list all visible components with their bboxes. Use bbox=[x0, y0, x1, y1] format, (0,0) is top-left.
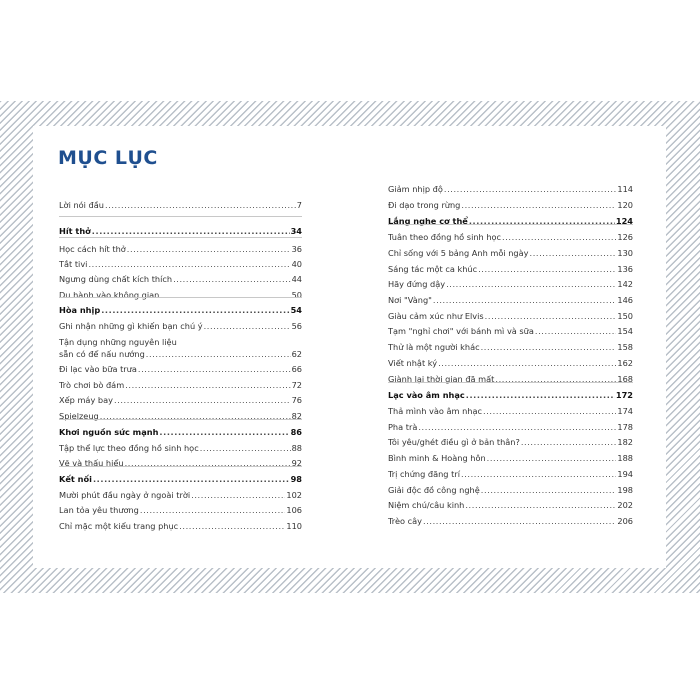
toc-entry-page-number: 76 bbox=[291, 395, 302, 405]
toc-entry bbox=[388, 311, 633, 322]
toc-entry bbox=[59, 321, 302, 332]
toc-entry-label: Giảm nhịp độ bbox=[388, 184, 443, 194]
toc-entry-label: Du hành vào không gian bbox=[59, 290, 160, 300]
dot-leader bbox=[125, 380, 290, 391]
section-divider bbox=[59, 297, 302, 298]
toc-entry bbox=[59, 337, 302, 360]
toc-entry-label: Mười phút đầu ngày ở ngoài trời bbox=[59, 490, 191, 500]
toc-entry bbox=[59, 290, 302, 301]
toc-section-entry bbox=[388, 216, 633, 227]
toc-entry-label: Xếp máy bay bbox=[59, 395, 113, 405]
toc-entry-label: Tạm "nghỉ chơi" với bánh mì và sữa bbox=[388, 326, 534, 336]
dot-leader bbox=[125, 458, 291, 469]
toc-entry bbox=[59, 395, 302, 406]
toc-entry-label: Pha trà bbox=[388, 422, 418, 432]
toc-entry bbox=[59, 200, 302, 211]
toc-entry-label: Ngưng dùng chất kích thích bbox=[59, 274, 173, 284]
table-of-contents-page bbox=[33, 126, 666, 568]
toc-entry-page-number: 120 bbox=[617, 200, 633, 210]
dot-leader bbox=[446, 279, 616, 290]
toc-entry-page-number: 158 bbox=[617, 342, 633, 352]
dot-leader bbox=[140, 505, 285, 516]
toc-entry-page-number: 110 bbox=[286, 521, 302, 531]
toc-entry bbox=[59, 274, 302, 285]
toc-entry bbox=[59, 259, 302, 270]
toc-entry-page-number: 182 bbox=[617, 437, 633, 447]
toc-entry-page-number: 178 bbox=[617, 422, 633, 432]
toc-entry bbox=[388, 406, 633, 417]
toc-entry-label: Trị chứng đãng trí bbox=[388, 469, 460, 479]
toc-entry-page-number: 50 bbox=[291, 290, 302, 300]
toc-entry-page-number: 54 bbox=[290, 305, 302, 315]
toc-entry-label: Thả mình vào âm nhạc bbox=[388, 406, 483, 416]
toc-section-entry bbox=[388, 390, 633, 401]
dot-leader bbox=[146, 349, 291, 360]
section-divider bbox=[59, 419, 302, 420]
toc-entry-page-number: 174 bbox=[617, 406, 633, 416]
dot-leader bbox=[204, 321, 291, 332]
dot-leader bbox=[469, 216, 615, 227]
toc-entry-page-number: 106 bbox=[286, 505, 302, 515]
dot-leader bbox=[191, 490, 285, 501]
toc-entry-page-number: 130 bbox=[617, 248, 633, 258]
toc-entry-label: Đi dạo trong rừng bbox=[388, 200, 461, 210]
dot-leader bbox=[444, 184, 616, 195]
toc-entry-page-number: 36 bbox=[291, 244, 302, 254]
toc-entry bbox=[59, 443, 302, 454]
dot-leader bbox=[438, 358, 616, 369]
toc-entry bbox=[388, 516, 633, 527]
dot-leader bbox=[530, 248, 617, 259]
toc-entry-page-number: 150 bbox=[617, 311, 633, 321]
toc-entry bbox=[388, 326, 633, 337]
toc-entry-page-number: 44 bbox=[291, 274, 302, 284]
dot-leader bbox=[88, 259, 290, 270]
toc-entry-label: Tắt tivi bbox=[59, 259, 88, 269]
dot-leader bbox=[105, 200, 296, 211]
toc-entry-label: Tuân theo đồng hồ sinh học bbox=[388, 232, 502, 242]
dot-leader bbox=[461, 200, 616, 211]
toc-entry-page-number: 188 bbox=[617, 453, 633, 463]
toc-entry-page-number: 126 bbox=[617, 232, 633, 242]
toc-entry-page-number: 62 bbox=[291, 349, 302, 359]
toc-section-entry bbox=[59, 305, 302, 316]
toc-entry-label-line1: Tận dụng những nguyên liệu bbox=[59, 337, 177, 347]
toc-entry-label: Khơi nguồn sức mạnh bbox=[59, 427, 159, 437]
dot-leader bbox=[101, 305, 289, 316]
toc-entry-label: Đi lạc vào bữa trưa bbox=[59, 364, 137, 374]
toc-section-entry bbox=[59, 226, 302, 237]
toc-entry bbox=[388, 469, 633, 480]
toc-entry-page-number: 198 bbox=[617, 485, 633, 495]
dot-leader bbox=[200, 443, 291, 454]
toc-entry bbox=[388, 264, 633, 275]
toc-entry-page-number: 142 bbox=[617, 279, 633, 289]
dot-leader bbox=[466, 390, 615, 401]
toc-entry-page-number: 194 bbox=[617, 469, 633, 479]
toc-entry-page-number: 72 bbox=[291, 380, 302, 390]
dot-leader bbox=[485, 311, 617, 322]
toc-entry bbox=[59, 364, 302, 375]
dot-leader bbox=[481, 342, 617, 353]
dot-leader bbox=[433, 295, 616, 306]
toc-entry-label: Lạc vào âm nhạc bbox=[388, 390, 465, 400]
toc-entry-label: Nơi "Vàng" bbox=[388, 295, 432, 305]
toc-entry bbox=[388, 422, 633, 433]
dot-leader bbox=[114, 395, 291, 406]
toc-entry-page-number: 34 bbox=[290, 226, 302, 236]
toc-entry-page-number: 136 bbox=[617, 264, 633, 274]
dot-leader bbox=[100, 411, 291, 422]
toc-entry-page-number: 172 bbox=[615, 390, 633, 400]
toc-entry-page-number: 86 bbox=[290, 427, 302, 437]
toc-entry-page-number: 124 bbox=[615, 216, 633, 226]
toc-entry-page-number: 66 bbox=[291, 364, 302, 374]
dot-leader bbox=[127, 244, 291, 255]
toc-entry-page-number: 56 bbox=[291, 321, 302, 331]
dot-leader bbox=[423, 516, 616, 527]
dot-leader bbox=[502, 232, 616, 243]
toc-entry-label: Sáng tác một ca khúc bbox=[388, 264, 478, 274]
toc-entry bbox=[59, 521, 302, 532]
toc-entry bbox=[59, 490, 302, 501]
page-title: MỤC LỤC bbox=[58, 147, 158, 169]
toc-entry bbox=[59, 411, 302, 422]
toc-entry-label: Ghi nhận những gì khiến bạn chú ý bbox=[59, 321, 203, 331]
toc-entry-label: Chỉ sống với 5 bảng Anh mỗi ngày bbox=[388, 248, 529, 258]
toc-entry-page-number: 92 bbox=[291, 458, 302, 468]
toc-entry-page-number: 98 bbox=[290, 474, 302, 484]
toc-entry bbox=[388, 279, 633, 290]
toc-entry-page-number: 7 bbox=[296, 200, 302, 210]
toc-entry-label: Niệm chú/câu kinh bbox=[388, 500, 465, 510]
toc-entry bbox=[388, 200, 633, 211]
toc-entry-label: Bình minh & Hoàng hôn bbox=[388, 453, 486, 463]
toc-entry-page-number: 88 bbox=[291, 443, 302, 453]
toc-entry bbox=[388, 453, 633, 464]
toc-entry bbox=[59, 380, 302, 391]
dot-leader bbox=[487, 453, 617, 464]
toc-entry-label: Hít thở bbox=[59, 226, 91, 236]
section-divider bbox=[388, 382, 633, 383]
toc-entry-label: Lời nói đầu bbox=[59, 200, 104, 210]
section-divider bbox=[59, 466, 302, 467]
toc-entry bbox=[388, 342, 633, 353]
toc-entry-label: Thử là một người khác bbox=[388, 342, 480, 352]
toc-entry bbox=[388, 374, 633, 385]
dot-leader bbox=[535, 326, 616, 337]
section-divider bbox=[59, 216, 302, 217]
toc-entry-label: Trèo cây bbox=[388, 516, 422, 526]
toc-entry-page-number: 162 bbox=[617, 358, 633, 368]
dot-leader bbox=[483, 406, 616, 417]
toc-entry-label: Giải độc đồ công nghệ bbox=[388, 485, 480, 495]
toc-entry bbox=[388, 295, 633, 306]
section-divider bbox=[59, 237, 302, 238]
toc-entry-page-number: 114 bbox=[617, 184, 633, 194]
toc-entry-label: Kết nối bbox=[59, 474, 92, 484]
toc-entry-label: Trò chơi bò đám bbox=[59, 380, 125, 390]
toc-entry bbox=[388, 232, 633, 243]
toc-entry-label: Lắng nghe cơ thể bbox=[388, 216, 468, 226]
toc-entry bbox=[388, 184, 633, 195]
toc-entry bbox=[59, 244, 302, 255]
toc-entry-page-number: 202 bbox=[617, 500, 633, 510]
toc-entry bbox=[59, 505, 302, 516]
dot-leader bbox=[160, 290, 290, 301]
toc-entry-label: Vẽ và thấu hiểu bbox=[59, 458, 124, 468]
toc-entry bbox=[388, 485, 633, 496]
toc-entry-page-number: 82 bbox=[291, 411, 302, 421]
dot-leader bbox=[159, 427, 289, 438]
toc-entry bbox=[388, 437, 633, 448]
toc-entry-label: Hãy đứng dậy bbox=[388, 279, 446, 289]
toc-entry bbox=[388, 358, 633, 369]
dot-leader bbox=[481, 485, 617, 496]
toc-entry-label: Giành lại thời gian đã mất bbox=[388, 374, 495, 384]
toc-entry-label: Tôi yêu/ghét điều gì ở bản thân? bbox=[388, 437, 520, 447]
toc-entry-label: sẵn có để nấu nướng bbox=[59, 349, 145, 359]
toc-entry-label: Học cách hít thở bbox=[59, 244, 126, 254]
toc-entry-label: Lan tỏa yêu thương bbox=[59, 505, 139, 515]
toc-entry-label: Giàu cảm xúc như Elvis bbox=[388, 311, 484, 321]
dot-leader bbox=[495, 374, 616, 385]
dot-leader bbox=[465, 500, 616, 511]
toc-entry-page-number: 206 bbox=[617, 516, 633, 526]
dot-leader bbox=[478, 264, 616, 275]
toc-entry-page-number: 102 bbox=[286, 490, 302, 500]
toc-entry-label: Tập thể lực theo đồng hồ sinh học bbox=[59, 443, 199, 453]
toc-entry bbox=[388, 500, 633, 511]
toc-entry-page-number: 40 bbox=[291, 259, 302, 269]
dot-leader bbox=[92, 226, 290, 237]
toc-entry bbox=[388, 248, 633, 259]
dot-leader bbox=[521, 437, 617, 448]
toc-entry-page-number: 154 bbox=[617, 326, 633, 336]
section-divider bbox=[388, 224, 633, 225]
toc-section-entry bbox=[59, 474, 302, 485]
toc-section-entry bbox=[59, 427, 302, 438]
toc-entry bbox=[59, 458, 302, 469]
toc-entry-label: Viết nhật ký bbox=[388, 358, 438, 368]
toc-entry-label: Chỉ mặc một kiểu trang phục bbox=[59, 521, 179, 531]
dot-leader bbox=[179, 521, 285, 532]
dot-leader bbox=[138, 364, 291, 375]
toc-entry-label: Hòa nhịp bbox=[59, 305, 101, 315]
dot-leader bbox=[93, 474, 290, 485]
toc-entry-page-number: 168 bbox=[617, 374, 633, 384]
dot-leader bbox=[173, 274, 291, 285]
toc-entry-page-number: 146 bbox=[617, 295, 633, 305]
toc-entry-label: Spielzeug bbox=[59, 411, 99, 421]
dot-leader bbox=[461, 469, 616, 480]
dot-leader bbox=[418, 422, 616, 433]
